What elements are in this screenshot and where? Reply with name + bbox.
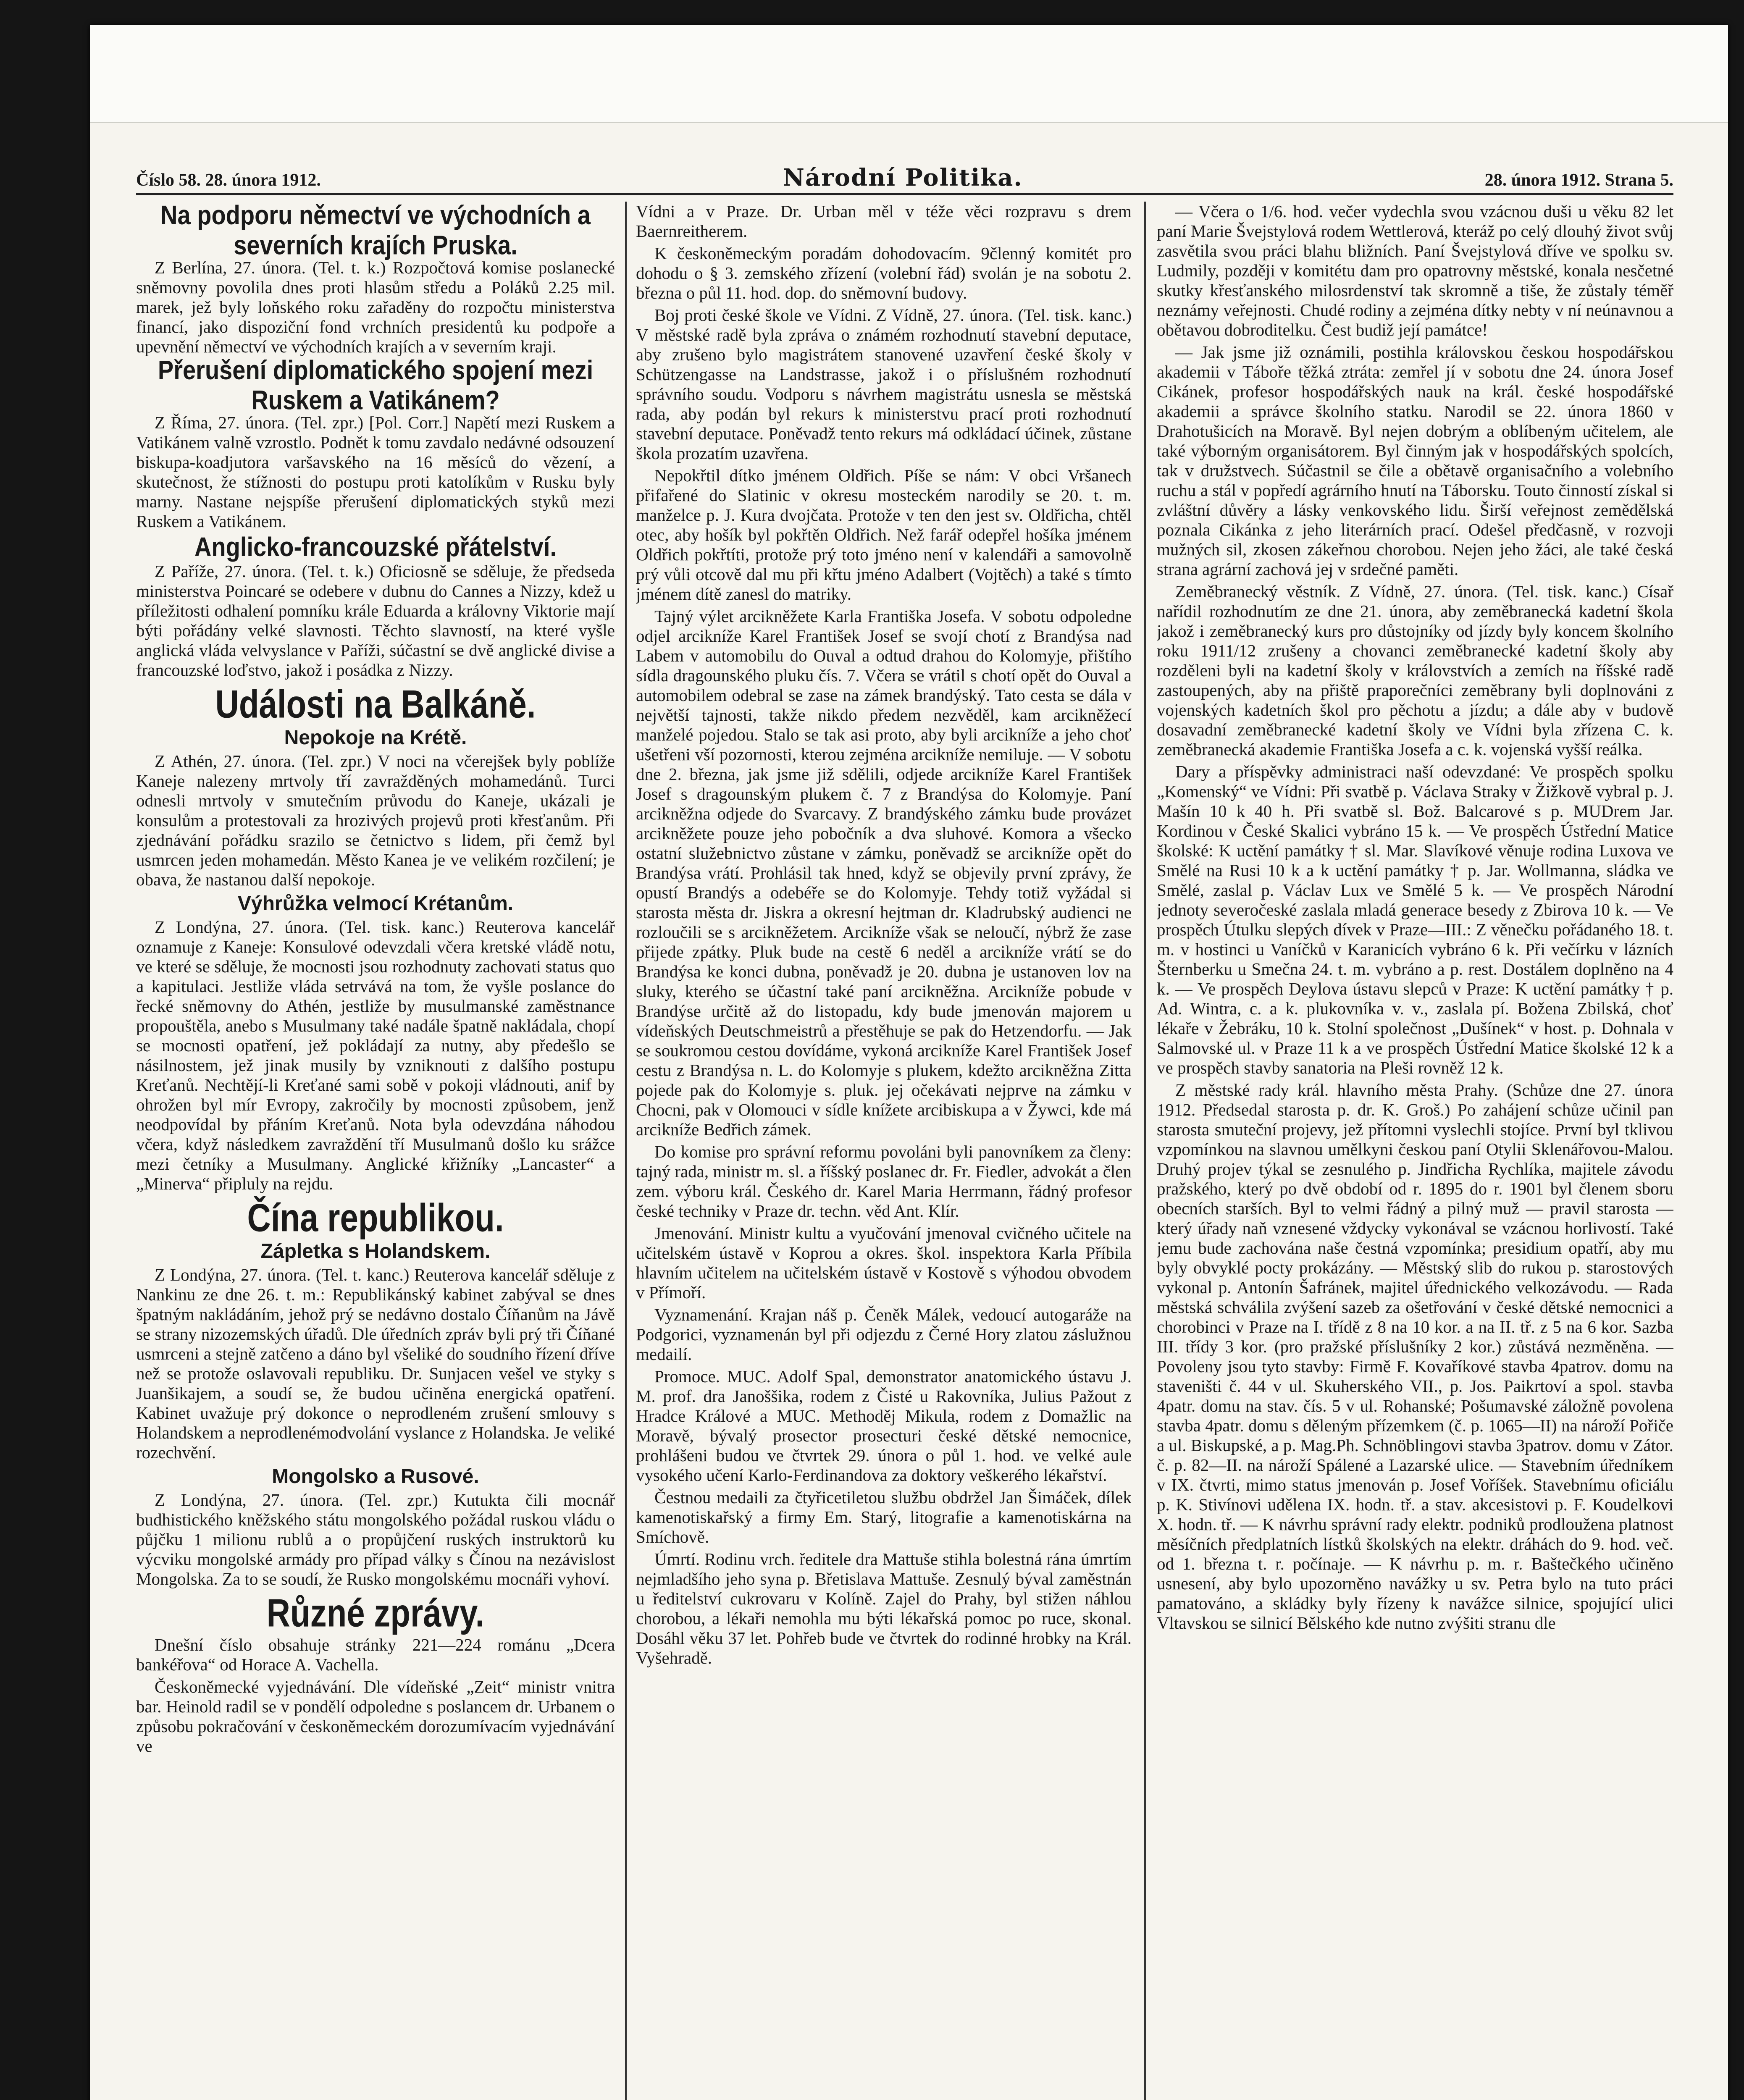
article-paragraph: Jmenování. Ministr kultu a vyučování jmenoval cvičného učitele na učitelském ústavě v Koprou a okres. škol. inspektora Karla Příbila hlavním učitelem na učitelském ústavě v Kostově s výhodou obvodem v Přímoří. (636, 1223, 1132, 1302)
article-paragraph: Tajný výlet arcikněžete Karla Františka Josefa. V sobotu odpoledne odjel arcikníže Karel František Josef se svojí chotí z Brandýsa nad Labem v automobilu do Ouval a odtud drahou do Kolomyje, přištího sídla dragounského pluku čís. 7. Včera se vrátil s chotí opět do Ouval a automobilem odebral se zase na zámek brandýský. Tato cesta se dála v největší tajnosti, takže nikdo předem nezvěděl, kam arcikněžecí manželé pojedou. Stalo se tak asi proto, aby byli arcikníže a jeho choť ušetřeni vší pozornosti, kterou zejména arcikníže nemiluje. — V sobotu dne 2. března, jak jsme již sdělili, odjede arcikníže Karel František Josef s dragounským plukem č. 7 z Brandýsa do Kolomyje. Paní arcikněžna odjede do Svarcavy. Z brandýského zámku bude provázet arcikněžete pouze jeho pobočník a dva sluhové. Komora a všecko ostatní služebnictvo zůstane v zámku, poněvadž se arcikníže opět do Brandýsa vrátí. Prohlásil tak hned, když se objevily první zprávy, že opustí Brandýs a odebéře se do Kolomyje. Tehdy totiž vyžádal si starosta města dr. Jiskra a okresní hejtman dr. Kladrubský audienci ne rozloučili se s arcikněžetem. Arcikníže však se neloučí, nýbrž že zase přijede zpátky. Pluk bude na cestě 6 neděl a arcikníže vrátí se do Brandýsa ke konci dubna, poněvadž je 20. dubna je ustanoven lov na sluky, kterého se účastní také paní arcikněžna. Arcikníže pobude v Brandýse určitě až do listopadu, kdy bude jmenován majorem u vídeňských Deutschmeistrů a přestěhuje se pak do Hetzendorfu. — Jak se soukromou cestou dovídáme, vykoná arcikníže Karel František Josef cestu z Brandýsa n. L. do Kolomyje s plukem, kdežto arcikněžna Zitta pojede pak do Kolomyje s. pluk. jej očekávati nejprve na zámku v Chocni, pak v Olomouci v sídle knížete arcibiskupa a v Žywci, kde má arcikníže Bedřich zámek. (636, 606, 1132, 1139)
subheadline-holland: Zápletka s Holandskem. (260, 1240, 491, 1263)
scan-top-margin (90, 25, 1728, 123)
article-paragraph: Dary a příspěvky administraci naší odevzdané: Ve prospěch spolku „Komenský“ ve Vídni: Při svatbě p. Václava Straky v Žižkově vybral p. J. Mašín 10 k 40 h. Při svatbě sl. Bož. Balcarové s p. MUDrem Jar. Kordinou v České Skalici vybráno 15 k. — Ve prospěch Ústřední Matice školské: K uctění památky † sl. Mar. Slavíkové věnuje rodina Luxova ve Smělé na Rusi 10 k a k uctění památky † p. Jar. Wollmanna, sládka ve Smělé, zaslal p. Václav Lux ve Smělé 5 k. — Ve prospěch Národní jednoty severočeské zaslala mladá generace besedy z Zbirova 10 k. — Ve prospěch Útulku slepých dívek v Praze—III.: Z věnečku pořádaného 18. t. m. v hostinci u Vaníčků v Karanicích vybráno 6 k. Při večírku v lázních Šternberku u Smečna 24. t. m. vybráno a p. rest. Dostálem doplněno na 4 k. — Ve prospěch Deylova ústavu slepců v Praze: K uctění památky † p. Ad. Wintra, c. a k. plukovníka v. v., zaslala pí. Božena Zbilská, choť lékaře v Žebráku, 10 k. Stolní společnost „Dušínek“ v host. p. Dohnala v Salmovské ul. v Praze 11 k a ve prospěch Ústřední Matice školské 12 k a ve prospěch stavby sanatoria na Pleši rovněž 12 k. (1157, 762, 1673, 1077)
article-paragraph: Z Londýna, 27. února. (Tel. tisk. kanc.) Reuterova kancelář oznamuje z Kaneje: Konsulové odevzdali včera kretské vládě notu, ve které se sděluje, že mocnosti jsou rozhodnuty zachovati status quo a kapitulaci. Jestliže vláda setrvává na tom, že vyšle poslance do řecké sněmovny do Athén, jestliže by musulmanské zaměstnance propouštěla, anebo s Musulmany také nadále špatně nakládala, chopí se mocnosti opatření, jež pokládají za nutny, aby předešlo se násilnostem, jež jinak musily by vzniknouti z dalšího postupu Kreťanů. Nechtějí-li Kreťané sami sobě v pokoji vládnouti, anif by ohrožen byl mír Evropy, zakročily by mocnosti způsobem, jenž neodpovídal by přáním Kreťanů. Nota byla odevzdána náhodou včera, když následkem zavraždění tří Musulmanů došlo ku srážce mezi četníky a Musulmany. Anglické křižníky „Lancaster“ a „Minerva“ připluly na rejdu. (136, 917, 615, 1193)
subheadline-crete: Nepokoje na Krétě. (284, 727, 467, 749)
page-header (136, 164, 1673, 192)
subheadline-mongolia: Mongolsko a Rusové. (272, 1465, 479, 1488)
article-paragraph: Promoce. MUC. Adolf Spal, demonstrator anatomického ústavu J. M. prof. dra Janoššika, rodem z Čisté u Rakovníka, Julius Pažout z Hradce Králové a MUC. Methoděj Mikula, rodem z Domažlic na Moravě, bývalý prosector prosecturi české dětské nemocnice, prohlášeni budou ve čtvrtek 29. února o půl 1. hod. ve velké aule vysokého učení Karlo-Ferdinandova za doktory veškerého lékařství. (636, 1367, 1132, 1485)
column-3 (1157, 202, 1673, 2100)
headline-anglo-french: Anglicko-francouzské přátelství. (194, 531, 557, 562)
article-paragraph: Z Londýna, 27. února. (Tel. zpr.) Kutukta čili mocnář budhistického kněžského státu mongolského požádal ruskou vládu o půjčku 1 milionu rublů a o propůjčení ruských instruktorů ku výcviku mongolské armády pro případ války s Čínou na nezávislost Mongolska. Za to se soudí, že Rusko mongolskému mocnáři vyhoví. (136, 1490, 615, 1588)
article-paragraph: Boj proti české škole ve Vídni. Z Vídně, 27. února. (Tel. tisk. kanc.) V městské radě byla zpráva o známém rozhodnutí stavební deputace, aby zrušeno bylo magistrátem stanovené uzavření české školy v Schützengasse na Landstrasse, jakož i o příslušném rozhodnutí správního soudu. Vodporu s návrhem magistrátu usnesla se městská rada, aby podán byl rekurs k ministerstvu prací proti rozhodnutí stavební deputace. Poněvadž tento rekurs má odkládací účinek, zůstane škola prozatím uzavřena. (636, 305, 1132, 463)
article-paragraph: Z městské rady král. hlavního města Prahy. (Schůze dne 27. února 1912. Předsedal starosta p. dr. K. Groš.) Po zahájení schůze učinil pan starosta smuteční projevy, jež přítomni vyslechli stojíce. První byl tklivou vzpomínkou na slavnou umělkyni českou paní Otylii Sklenářovou-Malou. Druhý projev týkal se zesnulého p. Jindřicha Rychlíka, majitele závodu pražského, který po dvě období od r. 1895 do r. 1901 byl členem sboru obecních starších. Byl to velmi řádný a pilný muž — pravil starosta — který úřady naň vznesené vždycky vykonával se vzácnou horlivostí. Také jemu bude zachována naše čestná vzpomínka; presidium opatří, aby mu byly obvyklé pocty prokázány. — Městský slib do rukou p. starostových vykonal p. Antonín Šafránek, majitel úřednického velkozávodu. — Rada městská schválila zvýšení sazeb za ošetřování v české dětské nemocnici a chorobinci v Praze na I. třídě z 8 na 10 kor. a na II. tř. z 5 na 6 kor. Sazba III. třídy 3 kor. (pro pražské příslušníky 2 kor.) zůstává nezměněna. — Povoleny jsou tyto stavby: Firmě F. Kovaříkové stavba 4patrov. domu na staveništi č. 44 v ul. Skuherského VII., p. Jos. Paikrtoví a spol. stavba 4patr. domu na stav. čís. 5 v ul. Rohanské; Pošumavské záložně povolena stavba 4patr. domu s děleným přízemkem (č. p. 1065—II) na nároží Pořiče a ul. Biskupské, a p. Mag.Ph. Schnöblingovi stavba 3patrov. domu v Zátor. č. p. 82—II. na nároží Spálené a Lazarské ulice. — Stavebním úředníkem v IX. čtvrti, mimo status jmenován p. Josef Voříšek. Stavebnímu oficiálu p. K. Stivínovi udělena IX. hodn. tř. a stav. akcesistovi p. F. Koudelkovi X. hodn. tř. — K návrhu správní rady elektr. podniků prodloužena platnost měsíčních předplatních lístků školských na elektr. dráhách do 9. hod. več. od 1. března t. r. počínaje. — K návrhu p. m. r. Baštečkého učiněno usnesení, aby bylo upozorněno navážky u sv. Petra bylo na tuto práci pamatováno, a skládky byly řízeny k navážce silnice, spojující ulici Vltavskou se silnicí Bělského kde nutno zvýšiti stranu dle (1157, 1080, 1673, 1633)
article-paragraph: Z Paříže, 27. února. (Tel. t. k.) Oficiosně se sděluje, že předseda ministerstva Poincaré se odebere v dubnu do Cannes a Nizzy, kdež u příležitosti odhalení pomníku krále Eduarda a královny Viktorie mají býti pořádány velké slavnosti. Těchto slavností, na které vyšle anglická vláda velvyslance v Paříži, súčastní se dvě anglické divise a francouzské loďstvo, jakož i posádka z Nizzy. (136, 562, 615, 680)
article-paragraph: K českoněmeckým poradám dohodovacím. 9členný komitét pro dohodu o § 3. zemského zřízení (volební řád) svolán je na sobotu 2. března o půl 11. hod. dop. do sněmovní budovy. (636, 244, 1132, 302)
article-paragraph: Nepokřtil dítko jménem Oldřich. Píše se nám: V obci Vršanech přifařené do Slatinic v okresu mosteckém narodily se 20. t. m. manželce p. J. Kura dvojčata. Protože v ten den jest sv. Oldřicha, chtěl otec, aby hošík byl pokřtěn Oldřich. Než farář odepřel hošíka jménem Oldřich pokřtíti, protože prý toto jméno není v kalendáři a samovolně prý vůli otcově dal mu při křtu jméno Adalbert (Vojtěch) a také s tímto jménem dítě zanesl do matriky. (636, 466, 1132, 604)
column-rule-1 (625, 202, 627, 2100)
article-paragraph: Dnešní číslo obsahuje stránky 221—224 románu „Dcera bankéřova“ od Horace A. Vachella. (136, 1635, 615, 1674)
article-paragraph: Do komise pro správní reformu povoláni byli panovníkem za členy: tajný rada, ministr m. sl. a říšský poslanec dr. Fr. Fiedler, advokát a člen zem. výboru král. Českého dr. Karel Maria Herrmann, řádný profesor české techniky v Praze dr. techn. věd Ant. Klír. (636, 1142, 1132, 1221)
article-paragraph: Z Athén, 27. února. (Tel. zpr.) V noci na včerejšek byly poblíže Kaneje nalezeny mrtvoly tří zavražděných mohamedánů. Turci odnesli mrtvoly v smutečním průvodu do Kaneje, ukázali je konsulům a protestovali za hrozivých projevů proti křesťanům. Při zjednávání pořádku srazilo se četnictvo s lidem, při čemž byl usmrcen jeden mohamedán. Město Kanea je ve velikém rozčilení; je obava, že nastanou další nepokoje. (136, 751, 615, 889)
article-paragraph: — Jak jsme již oznámili, postihla královskou českou hospodářskou akademii v Táboře těžká ztráta: zemřel jí v sobotu dne 24. února Josef Cikánek, profesor hospodářských nauk na král. české hospodářské akademii a správce školního statku. Narodil se 22. února 1860 v Drahotušicích na Moravě. Byl nejen dobrým a oblíbeným učitelem, ale také výborným organisátorem. Byl činným jak v hospodářských spolcích, tak v družstvech. Súčastnil se čile a obětavě organisačního a volebního ruchu a stál v popředí agrárního hnutí na Táborsku. Touto činností získal si zvláštní důvěry a lásky venkovského lidu. Širší veřejnost zemědělská poznala Cikánka z jeho literárních prací. Odešel předčasně, v rozvoji mužných sil, zkosen zákeřnou chorobou. Nejen jeho žáci, ale také česká strana agrární zachová jej v srdečné paměti. (1157, 342, 1673, 579)
article-paragraph: Z Říma, 27. února. (Tel. zpr.) [Pol. Corr.] Napětí mezi Ruskem a Vatikánem valně vzrostlo. Podnět k tomu zavdalo nedávné odsouzení biskupa-koadjutora varšavského na 16 měsíců do vězení, a skutečnost, že stížnosti do postupu proti katolíkům v Rusku byly marny. Nastane nejspíše přerušení diplomatických styků mezi Ruskem a Vatikánem. (136, 413, 615, 531)
masthead-title: Národní Politika. (783, 164, 1023, 192)
article-paragraph: Čestnou medaili za čtyřicetiletou službu obdržel Jan Šimáček, dílek kamenotiskařský a firmy Em. Starý, litografie a kamenotiskárna na Smíchově. (636, 1488, 1132, 1546)
article-paragraph: — Včera o 1/6. hod. večer vydechla svou vzácnou duši u věku 82 let paní Marie Švejstylová rodem Wettlerová, kteráž po celý dlouhý život svůj zasvětila svou práci blahu bližních. Paní Švejstylová dříve ve spolku sv. Ludmily, později v komitétu dam pro opatrovny městské, konala nesčetné skutky křesťanského milosrdenství tak skromně a tiše, že zůstaly téměř neznámy veřejnosti. Chudé rodiny a zejména dítky nebty v ní neúnavnou a obětavou dobroditelku. Čest budiž její památce! (1157, 202, 1673, 339)
headline-balkans: Události na Balkáně. (215, 682, 536, 726)
article-paragraph: Z Berlína, 27. února. (Tel. t. k.) Rozpočtová komise poslanecké sněmovny povolila dnes proti hlasům středu a Poláků 2.25 mil. marek, jež byly loňského roku zařaděny do rozpočtu ministerstva financí, jako dispoziční fond vrchních presidentů ku podpoře a upevnění němectví ve východních krajích a v severním kraji. (136, 258, 615, 356)
page-date: 28. února 1912. Strana 5. (1484, 171, 1673, 190)
article-paragraph: Vídni a v Praze. Dr. Urban měl v téže věci rozpravu s drem Baernreitherem. (636, 202, 1132, 241)
article-paragraph: Úmrtí. Rodinu vrch. ředitele dra Mattuše stihla bolestná rána úmrtím nejmladšího jeho syna p. Břetislava Mattuše. Zesnulý býval zaměstnán u ředitelství cukrovaru v Kolíně. Zajel do Prahy, byl stižen náhlou chorobou, a lékaři nemohla mu býti lékařská pomoc po ruce, skonal. Dosáhl věku 37 let. Pohřeb bude ve čtvrtek do rodinné hrobky na Král. Vyšehradě. (636, 1549, 1132, 1667)
column-1 (136, 202, 615, 2100)
headline-east-germanism: Na podporu němectví ve východních a severních krajích Pruska. (160, 202, 591, 260)
column-2 (636, 202, 1132, 2100)
article-paragraph: Zeměbranecký věstník. Z Vídně, 27. února. (Tel. tisk. kanc.) Císař nařídil rozhodnutím ze dne 21. února, aby zeměbranecká kadetní škola jakož i zeměbranecký kurs pro důstojníky od jízdy byly koncem školního roku 1911/12 zrušeny a chovanci zeměbranecké kadetní školy aby rozděleni byli na kadetní školy v královstvích a zemích na říšské radě zastoupených, aby na přiště praporečníci zeměbrany byli doplnováni z vojenských kadetních škol pro pěchotu a jízdu; a dále aby v budově dosavadní zeměbranecké kadetní školy ve Vídni byla zřízena C. k. zeměbranecká akademie Františka Josefa a c. k. vojenská vyšší reálka. (1157, 582, 1673, 759)
headline-misc-news: Různé zprávy. (266, 1591, 485, 1635)
article-paragraph: Vyznamenání. Krajan náš p. Čeněk Málek, vedoucí autogaráže na Podgorici, vyznamenán byl při odjezdu z Černé Hory zlatou záslužnou medailí. (636, 1305, 1132, 1364)
issue-number: Číslo 58. 28. února 1912. (136, 171, 321, 190)
headline-russia-vatican: Přerušení diplomatického spojení mezi Ruskem a Vatikánem? (158, 354, 594, 415)
article-paragraph: Českoněmecké vyjednávání. Dle vídeňské „Zeit“ ministr vnitra bar. Heinold radil se v pondělí odpoledne s poslancem dr. Urbanem o způsobu pokračování v českoněmeckém dorozumívacím vyjednávání ve (136, 1677, 615, 1756)
column-rule-2 (1144, 202, 1146, 2100)
headline-china-republic: Čína republikou. (247, 1195, 504, 1240)
newspaper-page (90, 25, 1728, 2100)
subheadline-powers-threat: Výhrůžka velmocí Krétanům. (237, 892, 514, 915)
article-paragraph: Z Londýna, 27. února. (Tel. t. kanc.) Reuterova kancelář sděluje z Nankinu ze dne 26. t. m.: Republikánský kabinet zabýval se dnes špatným nakládáním, jehož prý se nedávno dostalo Číňanům na Jávě se strany nizozemských úřadů. Dle úředních zpráv byli prý tři Číňané usmrceni a stejně zatčeno a dáno byl všeliké do soudního řízení dříve než se protože oslavovali republiku. Dr. Sunjacen vešel ve styky s Juanšikajem, a soudí se, že budou učiněna energická opatření. Kabinet uvažuje prý dokonce o neprodleném zrušení smlouvy s Holandskem a neprodlenémodvolání vyslance z Holandska. Je veliké rozechvění. (136, 1265, 615, 1462)
header-rule (136, 193, 1673, 195)
